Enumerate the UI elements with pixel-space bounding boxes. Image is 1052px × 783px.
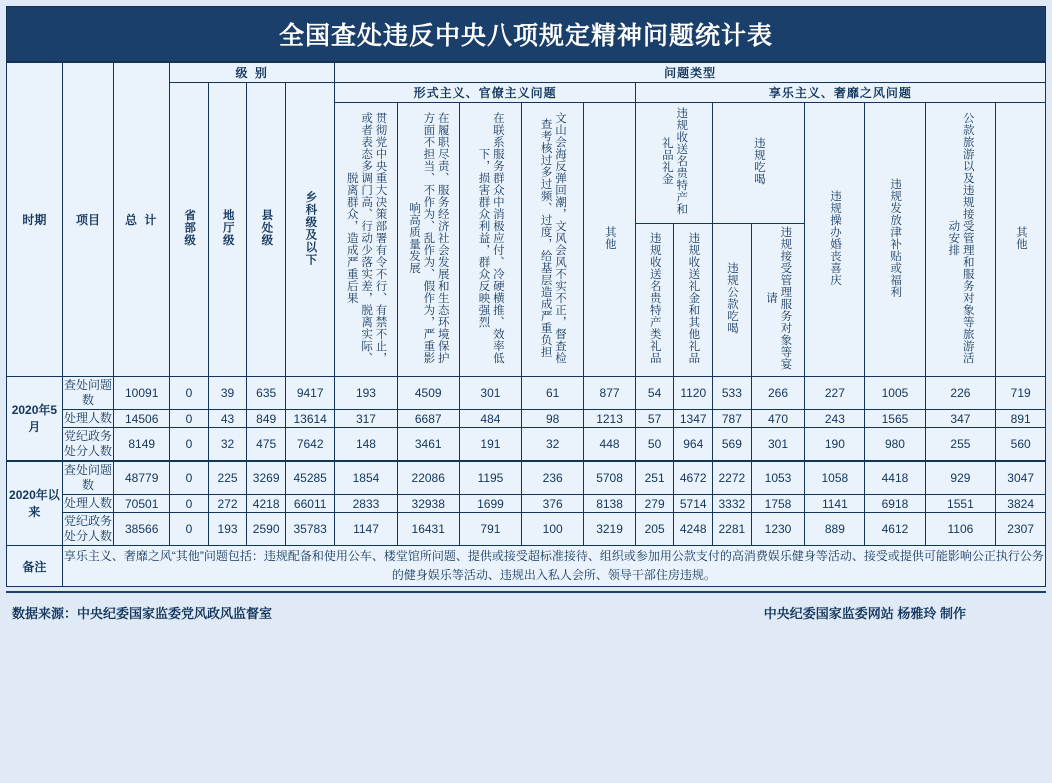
cell: 43	[208, 410, 247, 428]
cell: 6687	[397, 410, 459, 428]
cell: 1053	[751, 461, 805, 495]
cell: 190	[805, 428, 865, 462]
header-level-sheng: 省部级	[170, 83, 209, 377]
row-label: 党纪政务处分人数	[62, 428, 114, 462]
footer-source: 数据来源：中央纪委国家监委党风政风监督室	[12, 605, 273, 621]
cell: 191	[459, 428, 521, 462]
cell: 4218	[247, 495, 286, 513]
cell-total: 14506	[114, 410, 170, 428]
cell: 3219	[584, 513, 636, 546]
cell: 980	[865, 428, 925, 462]
cell: 7642	[285, 428, 334, 462]
cell: 569	[713, 428, 752, 462]
cell: 964	[674, 428, 713, 462]
cell: 225	[208, 461, 247, 495]
cell: 1213	[584, 410, 636, 428]
cell: 317	[335, 410, 397, 428]
header-formalism-col-2: 在履职尽责、服务经济社会发展和生态环境保护方面不担当、不作为、乱作为、假作为，严重影响高质量发展	[397, 103, 459, 377]
cell-total: 70501	[114, 495, 170, 513]
cell: 1758	[751, 495, 805, 513]
cell: 243	[805, 410, 865, 428]
header-gift-group: 违规收送名贵特产和礼品礼金	[635, 103, 712, 224]
cell: 3461	[397, 428, 459, 462]
header-hedonism-other: 其他	[996, 103, 1046, 377]
cell: 251	[635, 461, 674, 495]
cell: 301	[459, 377, 521, 410]
cell: 2590	[247, 513, 286, 546]
table-row	[7, 513, 1046, 546]
cell: 50	[635, 428, 674, 462]
header-gift-specialty: 违规收送名贵特产类礼品	[635, 224, 674, 377]
cell: 226	[925, 377, 996, 410]
cell: 347	[925, 410, 996, 428]
cell: 3047	[996, 461, 1046, 495]
cell: 45285	[285, 461, 334, 495]
cell: 193	[335, 377, 397, 410]
cell: 0	[170, 428, 209, 462]
cell: 4672	[674, 461, 713, 495]
cell: 5714	[674, 495, 713, 513]
header-formalism-col-3: 在联系服务群众中消极应付、冷硬横推、效率低下，损害群众利益，群众反映强烈	[459, 103, 521, 377]
cell: 32	[208, 428, 247, 462]
cell: 1230	[751, 513, 805, 546]
row-label: 党纪政务处分人数	[62, 513, 114, 546]
header-formalism-group: 形式主义、官僚主义问题	[335, 83, 635, 103]
footer	[6, 591, 1046, 627]
row-label: 查处问题数	[62, 377, 114, 410]
cell: 255	[925, 428, 996, 462]
header-level-xianchu: 县处级	[247, 83, 286, 377]
cell: 1551	[925, 495, 996, 513]
cell: 635	[247, 377, 286, 410]
table-row	[7, 461, 1046, 495]
cell: 279	[635, 495, 674, 513]
cell: 470	[751, 410, 805, 428]
cell: 22086	[397, 461, 459, 495]
cell: 891	[996, 410, 1046, 428]
header-drink-banquet: 违规接受管理服务对象等宴请	[751, 224, 805, 377]
cell: 2307	[996, 513, 1046, 546]
cell: 227	[805, 377, 865, 410]
cell: 1141	[805, 495, 865, 513]
cell: 148	[335, 428, 397, 462]
header-problem-type-group: 问题类型	[335, 63, 1046, 83]
row-label: 处理人数	[62, 410, 114, 428]
table-row	[7, 428, 1046, 462]
cell: 16431	[397, 513, 459, 546]
cell: 5708	[584, 461, 636, 495]
cell: 61	[522, 377, 584, 410]
cell: 889	[805, 513, 865, 546]
cell: 1058	[805, 461, 865, 495]
cell: 3269	[247, 461, 286, 495]
cell: 4509	[397, 377, 459, 410]
cell: 32938	[397, 495, 459, 513]
header-gift-cash: 违规收送礼金和其他礼品	[674, 224, 713, 377]
header-formalism-other: 其他	[584, 103, 636, 377]
cell: 4418	[865, 461, 925, 495]
header-allowance: 违规发放津补贴或福利	[865, 103, 925, 377]
row-period-since: 2020年以来	[7, 461, 63, 546]
cell: 6918	[865, 495, 925, 513]
cell: 13614	[285, 410, 334, 428]
header-drink-public: 违规公款吃喝	[713, 224, 752, 377]
cell: 0	[170, 377, 209, 410]
cell-total: 38566	[114, 513, 170, 546]
cell: 929	[925, 461, 996, 495]
header-period: 时期	[7, 63, 63, 377]
cell: 4248	[674, 513, 713, 546]
header-total: 总 计	[114, 63, 170, 377]
header-project: 项目	[62, 63, 114, 377]
cell: 272	[208, 495, 247, 513]
cell: 1565	[865, 410, 925, 428]
header-hedonism-group: 享乐主义、奢靡之风问题	[635, 83, 1045, 103]
header-formalism-col-4: 文山会海反弹回潮，文风会风不实不正，督查检查考核过多过频、过度，给基层造成严重负担	[522, 103, 584, 377]
cell: 475	[247, 428, 286, 462]
cell: 4612	[865, 513, 925, 546]
cell: 0	[170, 410, 209, 428]
cell-total: 48779	[114, 461, 170, 495]
cell: 849	[247, 410, 286, 428]
header-travel: 公款旅游以及违规接受管理和服务对象等旅游活动安排	[925, 103, 996, 377]
cell: 877	[584, 377, 636, 410]
cell: 32	[522, 428, 584, 462]
cell: 2281	[713, 513, 752, 546]
cell: 1195	[459, 461, 521, 495]
cell: 100	[522, 513, 584, 546]
cell: 1699	[459, 495, 521, 513]
cell: 301	[751, 428, 805, 462]
cell: 3824	[996, 495, 1046, 513]
cell: 1147	[335, 513, 397, 546]
page-title: 全国查处违反中央八项规定精神问题统计表	[6, 6, 1046, 62]
cell: 719	[996, 377, 1046, 410]
cell: 3332	[713, 495, 752, 513]
cell: 57	[635, 410, 674, 428]
cell: 787	[713, 410, 752, 428]
cell: 484	[459, 410, 521, 428]
note-row	[7, 546, 1046, 587]
cell: 1106	[925, 513, 996, 546]
cell: 0	[170, 513, 209, 546]
header-drink-group: 违规吃喝	[713, 103, 805, 224]
header-wedding: 违规操办婚丧喜庆	[805, 103, 865, 377]
cell: 448	[584, 428, 636, 462]
cell: 1347	[674, 410, 713, 428]
cell: 1120	[674, 377, 713, 410]
cell: 39	[208, 377, 247, 410]
table-row	[7, 495, 1046, 513]
cell: 266	[751, 377, 805, 410]
header-level-xiangke: 乡科级及以下	[285, 83, 334, 377]
cell: 0	[170, 461, 209, 495]
cell: 35783	[285, 513, 334, 546]
cell: 560	[996, 428, 1046, 462]
footer-credit: 中央纪委国家监委网站 杨雅玲 制作	[763, 605, 966, 621]
cell: 98	[522, 410, 584, 428]
table-row	[7, 377, 1046, 410]
cell-total: 10091	[114, 377, 170, 410]
cell: 236	[522, 461, 584, 495]
header-level-diting: 地厅级	[208, 83, 247, 377]
cell: 8138	[584, 495, 636, 513]
cell: 54	[635, 377, 674, 410]
cell: 205	[635, 513, 674, 546]
cell-total: 8149	[114, 428, 170, 462]
row-label: 查处问题数	[62, 461, 114, 495]
statistics-table	[6, 62, 1046, 587]
cell: 1854	[335, 461, 397, 495]
cell: 193	[208, 513, 247, 546]
row-label: 处理人数	[62, 495, 114, 513]
cell: 66011	[285, 495, 334, 513]
note-label: 备注	[7, 546, 63, 587]
row-period-may: 2020年5月	[7, 377, 63, 462]
note-text: 享乐主义、奢靡之风“其他”问题包括：违规配备和使用公车、楼堂馆所问题、提供或接受超标准接待、组织或参加用公款支付的高消费娱乐健身等活动、接受或提供可能影响公正执行公务的健身娱乐等活动、违规出入私人会所、领导干部住房违规。	[62, 546, 1045, 587]
header-formalism-col-1: 贯彻党中央重大决策部署有令不行、有禁不止，或者表态多调门高、行动少落实差，脱离实际、脱离群众，造成严重后果	[335, 103, 397, 377]
table-row	[7, 410, 1046, 428]
cell: 533	[713, 377, 752, 410]
cell: 2272	[713, 461, 752, 495]
cell: 1005	[865, 377, 925, 410]
cell: 0	[170, 495, 209, 513]
cell: 2833	[335, 495, 397, 513]
cell: 9417	[285, 377, 334, 410]
cell: 791	[459, 513, 521, 546]
header-level-group: 级 别	[170, 63, 335, 83]
cell: 376	[522, 495, 584, 513]
